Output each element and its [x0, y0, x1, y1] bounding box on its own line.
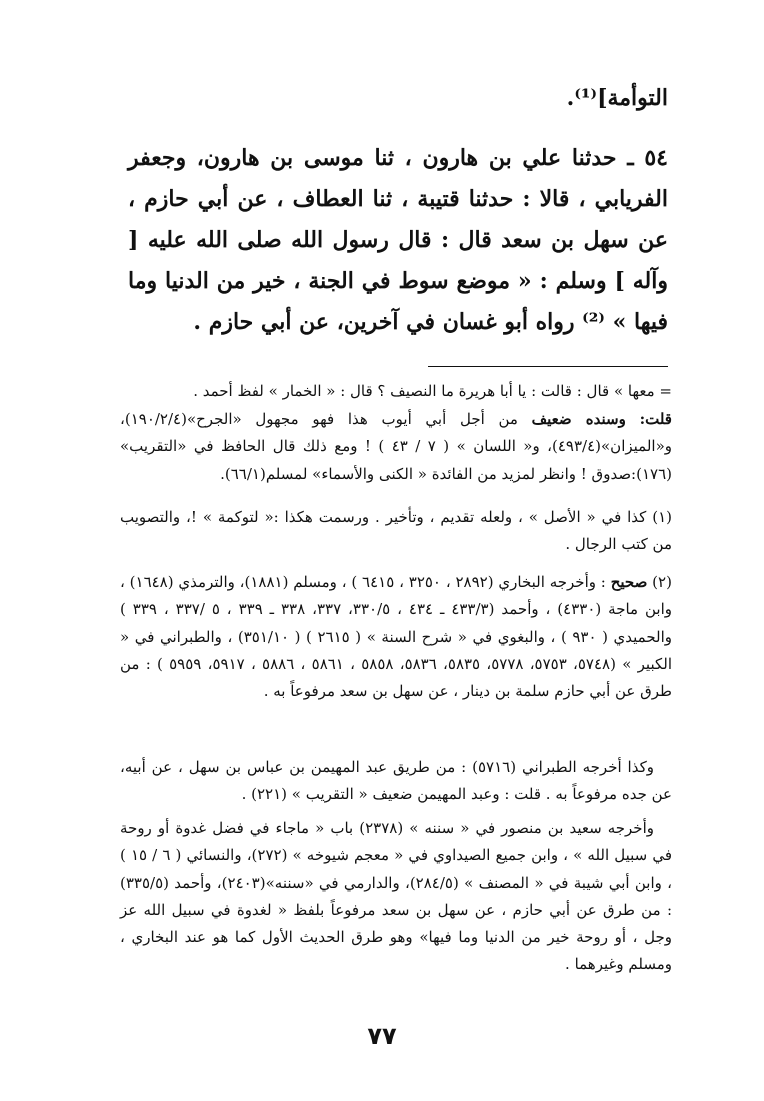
top-line-text: التوأمة]⁽¹⁾. [566, 85, 668, 111]
footnote-1-text: (١) كذا في « الأصل » ، ولعله تقديم ، وتأخير . ورسمت هكذا :« لتوكمة » !، والتصويب من كتب الرجال . [120, 508, 672, 554]
hadith-isnad: علي بن هارون ، ثنا موسى بن هارون، وجعفر الفريابي ، قالا : حدثنا قتيبة ، ثنا العطاف ، عن أبي حازم ، عن سهل بن سعد قال : قال رسول الله صلى الله عليه [ وآله ] وسلم : [128, 145, 668, 294]
footnote-divider [428, 366, 668, 367]
footnote-2-other-text: وأخرجه سعيد بن منصور في « سننه » (٢٣٧٨) باب « ماجاء في فضل غدوة أو روحة في سبيل الله » ، وابن جميع الصيداوي في « معجم شيوخه » (٢٧٢)، والنسائي ( ٦ / ١٥ ) ، وابن أبي شيبة في « المصنف » (٢٨٤/٥)، والدارمي في «سننه»(٢٤٠٣)، وأحمد (٣٣٥/٥) : من طرق عن أبي حازم ، عن سهل بن سعد مرفوعاً بلفظ « لغدوة في سبيل الله عز وجل ، أو روحة خير من الدنيا وما فيها» وهو طرق الحديث الأول كما هو عند البخاري ، ومسلم وغيرهما . [120, 819, 673, 974]
footnote-2-tabarani-text: وكذا أخرجه الطبراني (٥٧١٦) : من طريق عبد المهيمن بن عباس بن سهل ، عن أبيه، عن جده مرفوعاً به . قلت : وعبد المهيمن ضعيف « التقريب » (٢٢١) . [120, 758, 672, 804]
hadith-paragraph [128, 138, 668, 343]
hadith-opening: حدثنا [571, 145, 617, 171]
footnote-2 [120, 569, 672, 705]
page-number: ٧٧ [367, 1022, 397, 1050]
footnote-2-text: : وأخرجه البخاري (٢٨٩٢ ، ٣٢٥٠ ، ٦٤١٥ ) ، ومسلم (١٨٨١)، والترمذي (١٦٤٨) ، وابن ماجة (٤٣٣٠) ، وأحمد (٤٣٣/٣ ـ ٤٣٤ ، ٣٣٠/٥، ٣٣٧، ٣٣٨ ـ ٣٣٩ ، ٥ /٣٣٧ ، ٣٣٩ ) والحميدي ( ٩٣٠ ) ، والبغوي في « شرح السنة » ( ٢٦١٥ ) ( ٣٥١/١٠) ، والطبراني في « الكبير » (٥٧٤٨، ٥٧٥٣، ٥٧٧٨، ٥٨٣٥، ٥٨٣٦، ٥٨٥٨ ، ٥٨٦١ ، ٥٨٨٦ ، ٥٩١٧، ٥٩٥٩ ) : من طرق عن أبي حازم سلمة بن دينار ، عن سهل بن سعد مرفوعاً به . [120, 573, 673, 701]
footnote-1 [120, 504, 672, 559]
footnote-2-tabarani [120, 754, 672, 809]
qult-label: قلت: [639, 410, 672, 428]
hadith-closing: ⁽²⁾ رواه أبو غسان في آخرين، عن أبي حازم . [193, 309, 605, 335]
qult-text: من أجل أبي أيوب هذا فهو مجهول «الجرح»(١٩٠/٢/٤)، و«الميزان»(٤٩٣/٤)، و« اللسان » ( ٧ / ٤٣ ) ! ومع ذلك قال الحافظ في «التقريب» (١٧٦):صدوق ! وانظر لمزيد من الفائدة « الكنى والأسماء» لمسلم(٦٦/١). [120, 410, 673, 483]
qult-bold: وسنده ضعيف [531, 410, 626, 428]
footnote-2-label: (٢) [652, 573, 672, 591]
footnote-2-grade: صحيح [610, 573, 648, 591]
continued-line [128, 78, 668, 119]
hadith-matn: « موضع سوط في الجنة ، خير من الدنيا وما فيها » [128, 268, 668, 335]
footnote-continuation [120, 378, 672, 405]
hadith-number: ٥٤ ـ [627, 145, 668, 171]
footnote-2-other-sources [120, 815, 672, 979]
footnote-continuation-text: = معها » قال : قالت : يا أبا هريرة ما النصيف ؟ قال : « الخمار » لفظ أحمد . [193, 382, 672, 400]
footnote-qult [120, 406, 672, 488]
